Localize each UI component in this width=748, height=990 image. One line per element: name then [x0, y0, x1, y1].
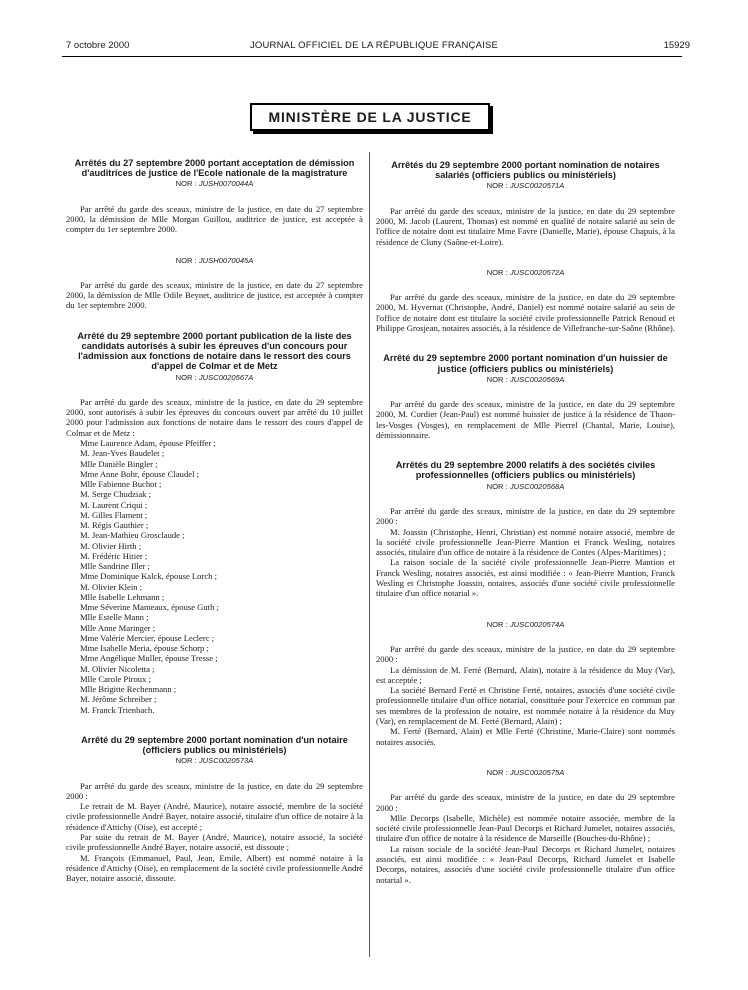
- header-date: 7 octobre 2000: [66, 40, 130, 51]
- nor-reference: [66, 179, 363, 189]
- nor-reference: [66, 373, 363, 383]
- section-title: Arrêté du 29 septembre 2000 portant nomination d'un huissier de justice (officiers publics ou ministériels): [383, 353, 668, 374]
- section-nomination-notaire: [66, 735, 363, 884]
- list-item: Mme Laurence Adam, épouse Pfeiffer ;: [80, 438, 216, 449]
- paragraph: Le retrait de M. Bayer (André, Maurice), notaire associé, membre de la société civile professionnelle André Bayer, notaire associé, titulaire d'un office de notaire à la résidence d'Attichy (Oise), est accepté ;: [66, 801, 363, 832]
- list-item: Mlle Isabelle Lehmann ;: [80, 591, 165, 602]
- section-title: Arrêté du 29 septembre 2000 portant publication de la liste des candidats autorisés à subir les épreuves d'un concours pour l'admission aux fonctions de notaire dans le ressort des cours d'appel de Colmar et de Metz: [77, 330, 352, 372]
- section-societes-civiles: [376, 460, 675, 885]
- list-item: Mlle Estelle Mann ;: [80, 612, 149, 623]
- page-header: [0, 40, 748, 54]
- list-item: M. Franck Trienbach.: [80, 704, 155, 715]
- nor-reference: [376, 768, 675, 778]
- paragraph: Par arrêté du garde des sceaux, ministre de la justice, en date du 29 septembre 2000 :: [376, 792, 675, 813]
- list-item: M. Serge Chudziak ;: [80, 489, 151, 500]
- paragraph: Par arrêté du garde des sceaux, ministre de la justice, en date du 29 septembre 2000, M. Hyvernat (Christophe, André, Daniel) est nommé notaire salarié au sein de l'office de notaire dont est titulaire la société civile professionnelle Patrick Renoud et Philippe Grosjean, notaires associés, à la résidence de Villefranche-sur-Saône (Rhône).: [376, 292, 675, 334]
- list-item: Mlle Sandrine Iller ;: [80, 561, 150, 572]
- nor-code: JUSH0070045A: [198, 255, 254, 265]
- list-item: M. Frédéric Hitier ;: [80, 550, 148, 561]
- header-page-number: 15929: [663, 40, 690, 51]
- section-title: Arrêté du 29 septembre 2000 portant nomination d'un notaire (officiers publics ou ministériels): [81, 734, 348, 756]
- paragraph: La démission de M. Ferté (Bernard, Alain), notaire à la résidence du Muy (Var), est acceptée ;: [376, 664, 675, 685]
- nor-reference: [66, 756, 363, 766]
- list-item: M. Jérôme Schreiber ;: [80, 694, 157, 705]
- list-item: Mlle Anne Maringer ;: [80, 622, 156, 633]
- nor-code: JUSC0020575A: [509, 767, 565, 777]
- list-item: Mme Angélique Muller, épouse Tresse ;: [80, 653, 218, 664]
- list-item: Mme Dominique Kalck, épouse Lorch ;: [80, 571, 217, 582]
- list-item: M. Régis Gauthier ;: [80, 520, 149, 531]
- paragraph: M. Joassin (Christophe, Henri, Christian) est nommé notaire associé, membre de la société civile professionnelle Jean-Pierre Mantion et Franck Wesling, notaires associés, titulaire d'un office de notaire à la résidence de Contes (Alpes-Maritimes) ;: [376, 526, 675, 558]
- list-item: Mlle Brigitte Rechenmann ;: [80, 684, 177, 695]
- paragraph: Par arrêté du garde des sceaux, ministre de la justice, en date du 29 septembre 2000, sont autorisés à subir les épreuves du concours ouvert par arrêté du 10 juillet 2000 pour l'admission aux fonctions de notaire dans le ressort des cours d'appel de Colmar et de Metz :: [66, 396, 363, 438]
- list-item: Mme Anne Bohr, épouse Claudel ;: [80, 468, 199, 479]
- paragraph: La société Bernard Ferté et Christine Ferté, notaires, associés d'une société civile professionnelle titulaire d'un office notarial, constituée pour l'exercice en commun par ses membres de la profession de notaire, est nommée notaire à la résidence du Muy (Var), en remplacement de M. Ferté (Bernard, Alain) ;: [376, 685, 675, 727]
- column-separator: [369, 152, 370, 957]
- paragraph: Par arrêté du garde des sceaux, ministre de la justice, en date du 29 septembre 2000 :: [376, 643, 675, 665]
- nor-label: NOR :: [486, 481, 510, 491]
- list-item: M. Olivier Klein ;: [80, 581, 143, 592]
- paragraph: Par suite du retrait de M. Bayer (André, Maurice), notaire associé, la société civile professionnelle André Bayer, notaire associé, est dissoute ;: [66, 832, 363, 853]
- list-item: Mme Isabelle Meria, épouse Schorp ;: [80, 643, 209, 654]
- paragraph: Par arrêté du garde des sceaux, ministre de la justice, en date du 29 septembre 2000 :: [66, 780, 363, 801]
- nor-label: NOR :: [175, 255, 199, 265]
- nor-code: JUSC0020567A: [198, 372, 254, 382]
- nor-code: JUSC0020571A: [509, 181, 565, 191]
- paragraph: Par arrêté du garde des sceaux, ministre de la justice, en date du 27 septembre 2000, la démission de Mlle Odile Beynet, auditrice de justice, est acceptée à compter du 1er septembre 2000.: [66, 279, 363, 311]
- list-item: M. Jean-Mathieu Grosclaude ;: [80, 530, 185, 541]
- nor-reference: [376, 482, 675, 492]
- paragraph: La raison sociale de la société Jean-Paul Decorps et Richard Jumelet, notaires associés, est ainsi modifiée : « Jean-Paul Decorps, Richard Jumelet et Isabelle Decorps, notaires, associés d'une société civile professionnelle titulaire d'un office notarial ».: [376, 843, 675, 885]
- paragraph: Par arrêté du garde des sceaux, ministre de la justice, en date du 27 septembre 2000, la démission de Mlle Morgan Guillou, auditrice de justice, est acceptée à compter du 1er septembre 2000.: [66, 203, 363, 235]
- header-rule: [62, 56, 682, 57]
- nor-code: JUSC0020569A: [509, 374, 565, 384]
- paragraph: M. François (Emmanuel, Paul, Jean, Emile, Albert) est nommé notaire à la résidence d'Attichy (Oise), en remplacement de la société civile professionnelle André Bayer, notaire associé, dissoute.: [66, 852, 363, 884]
- nor-label: NOR :: [175, 372, 199, 382]
- candidates-list: [66, 438, 363, 715]
- nor-reference: [376, 375, 675, 385]
- nor-code: JUSC0020568A: [509, 481, 565, 491]
- list-item: M. Olivier Hirth ;: [80, 540, 142, 551]
- section-notaires-salaries: [376, 160, 675, 333]
- paragraph: M. Ferté (Bernard, Alain) et Mlle Ferté (Christine, Marie-Claire) sont nommés notaires associés.: [376, 726, 675, 747]
- nor-label: NOR :: [486, 374, 510, 384]
- list-item: Mme Valérie Mercier, épouse Leclerc ;: [80, 632, 215, 643]
- header-journal-title: JOURNAL OFFICIEL DE LA RÉPUBLIQUE FRANÇAISE: [249, 40, 499, 51]
- right-column: [376, 160, 675, 885]
- paragraph: Par arrêté du garde des sceaux, ministre de la justice, en date du 29 septembre 2000, M. Jacob (Laurent, Thomas) est nommé en qualité de notaire salarié au sein de l'office de notaire dont est titulaire Mme Favre (Danielle, Marie), épouse Chapuis, à la résidence de Cluny (Saône-et-Loire).: [376, 205, 675, 247]
- section-huissier: [376, 353, 675, 440]
- nor-reference: [376, 268, 675, 278]
- ministry-title-box: MINISTÈRE DE LA JUSTICE: [250, 103, 490, 131]
- nor-code: JUSC0020572A: [509, 267, 565, 277]
- paragraph: La raison sociale de la société civile professionnelle Jean-Pierre Mantion et Franck Wesling, notaires associés, est ainsi modifiée : « Jean-Pierre Mantion, Franck Wesling et Christophe Joassin, notaires, associés d'une société civile professionnelle titulaire d'un office notarial ».: [376, 557, 675, 599]
- list-item: Mme Séverine Mameaux, épouse Guth ;: [80, 602, 219, 613]
- paragraph: Par arrêté du garde des sceaux, ministre de la justice, en date du 29 septembre 2000, M. Cordier (Jean-Paul) est nommé huissier de justice à la résidence de Thaon-les-Vosges (Vosges), en remplacement de Mlle Pierrel (Chantal, Marie, Louise), démissionnaire.: [376, 399, 675, 440]
- left-column: [66, 158, 363, 884]
- nor-label: NOR :: [175, 756, 199, 766]
- nor-label: NOR :: [486, 767, 510, 777]
- section-liste-candidats: [66, 331, 363, 715]
- nor-reference: [66, 256, 363, 266]
- nor-reference: [376, 620, 675, 630]
- nor-label: NOR :: [486, 619, 510, 629]
- paragraph: Par arrêté du garde des sceaux, ministre de la justice, en date du 29 septembre 2000 :: [376, 505, 675, 527]
- list-item: Mlle Carole Piroux ;: [80, 673, 151, 684]
- list-item: M. Olivier Nicoletta ;: [80, 663, 155, 674]
- nor-code: JUSC0020573A: [198, 756, 254, 766]
- nor-code: JUSC0020574A: [509, 619, 565, 629]
- nor-reference: [376, 181, 675, 191]
- nor-label: NOR :: [486, 267, 510, 277]
- list-item: M. Jean-Yves Baudelet ;: [80, 448, 165, 459]
- list-item: Mlle Danièle Bingler ;: [80, 458, 158, 469]
- nor-label: NOR :: [486, 181, 510, 191]
- list-item: Mlle Fabienne Buchot ;: [80, 479, 162, 490]
- section-demission-auditrices: [66, 158, 363, 311]
- nor-code: JUSH0070044A: [198, 179, 254, 189]
- nor-label: NOR :: [175, 179, 199, 189]
- paragraph: Mlle Decorps (Isabelle, Michèle) est nommée notaire associée, membre de la société civile professionnelle Jean-Paul Decorps et Richard Jumelet, notaires associés, titulaire d'un office de notaire à la résidence de Marseille (Bouches-du-Rhône) ;: [376, 812, 675, 844]
- section-title: Arrêtés du 27 septembre 2000 portant acceptation de démission d'auditrices de justice de l'Ecole nationale de la magistrature: [74, 158, 355, 179]
- section-title: Arrêtés du 29 septembre 2000 relatifs à des sociétés civiles professionnelles (officiers publics ou ministériels): [395, 460, 656, 481]
- list-item: M. Laurent Criqui ;: [80, 499, 148, 510]
- list-item: M. Gilles Flament ;: [80, 509, 148, 520]
- section-title: Arrêtés du 29 septembre 2000 portant nomination de notaires salariés (officiers publics ou ministériels): [391, 160, 660, 181]
